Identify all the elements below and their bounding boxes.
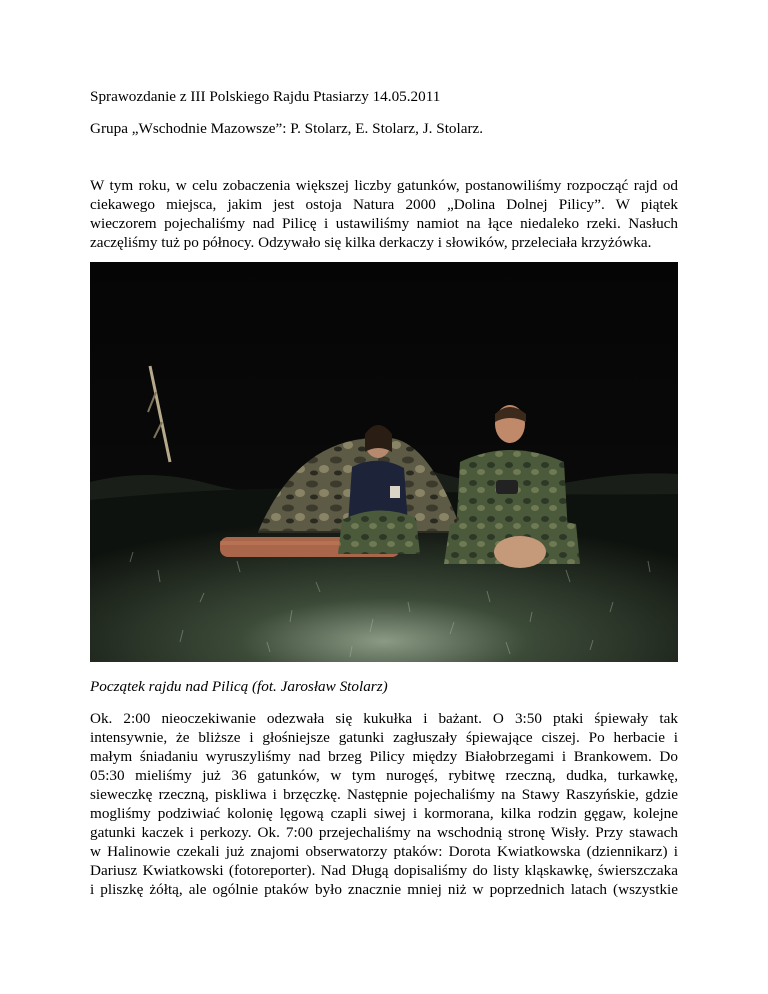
- body-line: Ok. 2:00 nieoczekiwanie odezwała się kukułka i bażant. O 3:50 ptaki śpiewały tak: [90, 710, 678, 727]
- body-line: sieweczkę rzeczną, piskliwa i brzęczkę. Następnie pojechaliśmy na Stawy Raszyńskie, gdzie: [90, 786, 678, 803]
- body-line: gatunki kaczek i perkozy. Ok. 7:00 przejechaliśmy na wschodnią stronę Wisły. Przy stawach: [90, 824, 678, 841]
- body-line: 05:30 mieliśmy już 36 gatunków, w tym nurogęś, rybitwę rzeczną, dudka, turkawkę,: [90, 767, 678, 784]
- body-line: mogliśmy podziwiać kolonię lęgową czapli siwej i kormorana, kilka rodzin gęgaw, kolejne: [90, 805, 678, 822]
- report-title: Sprawozdanie z III Polskiego Rajdu Ptasiarzy 14.05.2011: [90, 88, 441, 105]
- group-members: Grupa „Wschodnie Mazowsze”: P. Stolarz, E. Stolarz, J. Stolarz.: [90, 120, 484, 137]
- night-camp-photo: [90, 262, 678, 662]
- body-line: małym śniadaniu wyruszyliśmy nad brzeg Pilicy między Białobrzegami i Brankowem. Do: [90, 748, 678, 765]
- body-line: w Halinowie czekali już znajomi obserwatorzy ptaków: Dorota Kwiatkowska (dziennikarz) i: [90, 843, 678, 860]
- body-line: intensywnie, że bliższe i głośniejsze gatunki zagłuszały śpiewające ciszej. Po herbacie i: [90, 729, 678, 746]
- body-line: i pliszkę żółtą, ale ogólnie ptaków było znacznie mniej niż w poprzednich latach (wszystkie: [90, 881, 678, 898]
- intro-line: zaczęliśmy tuż po północy. Odzywało się kilka derkaczy i słowików, przeleciała krzyżówka.: [90, 234, 652, 251]
- body-line: Dariusz Kwiatkowski (fotoreporter). Nad Długą dopisaliśmy do listy kląskawkę, świerszczaka: [90, 862, 678, 879]
- photo-caption: Początek rajdu nad Pilicą (fot. Jarosław Stolarz): [90, 678, 388, 695]
- intro-line: ciekawego miejsca, jakim jest ostoja Natura 2000 „Dolina Dolnej Pilicy”. W piątek: [90, 196, 678, 213]
- intro-line: W tym roku, w celu zobaczenia większej liczby gatunków, postanowiliśmy rozpocząć rajd od: [90, 177, 678, 194]
- intro-line: wieczorem pojechaliśmy nad Pilicę i ustawiliśmy namiot na łące niedaleko rzeki. Nasłuch: [90, 215, 678, 232]
